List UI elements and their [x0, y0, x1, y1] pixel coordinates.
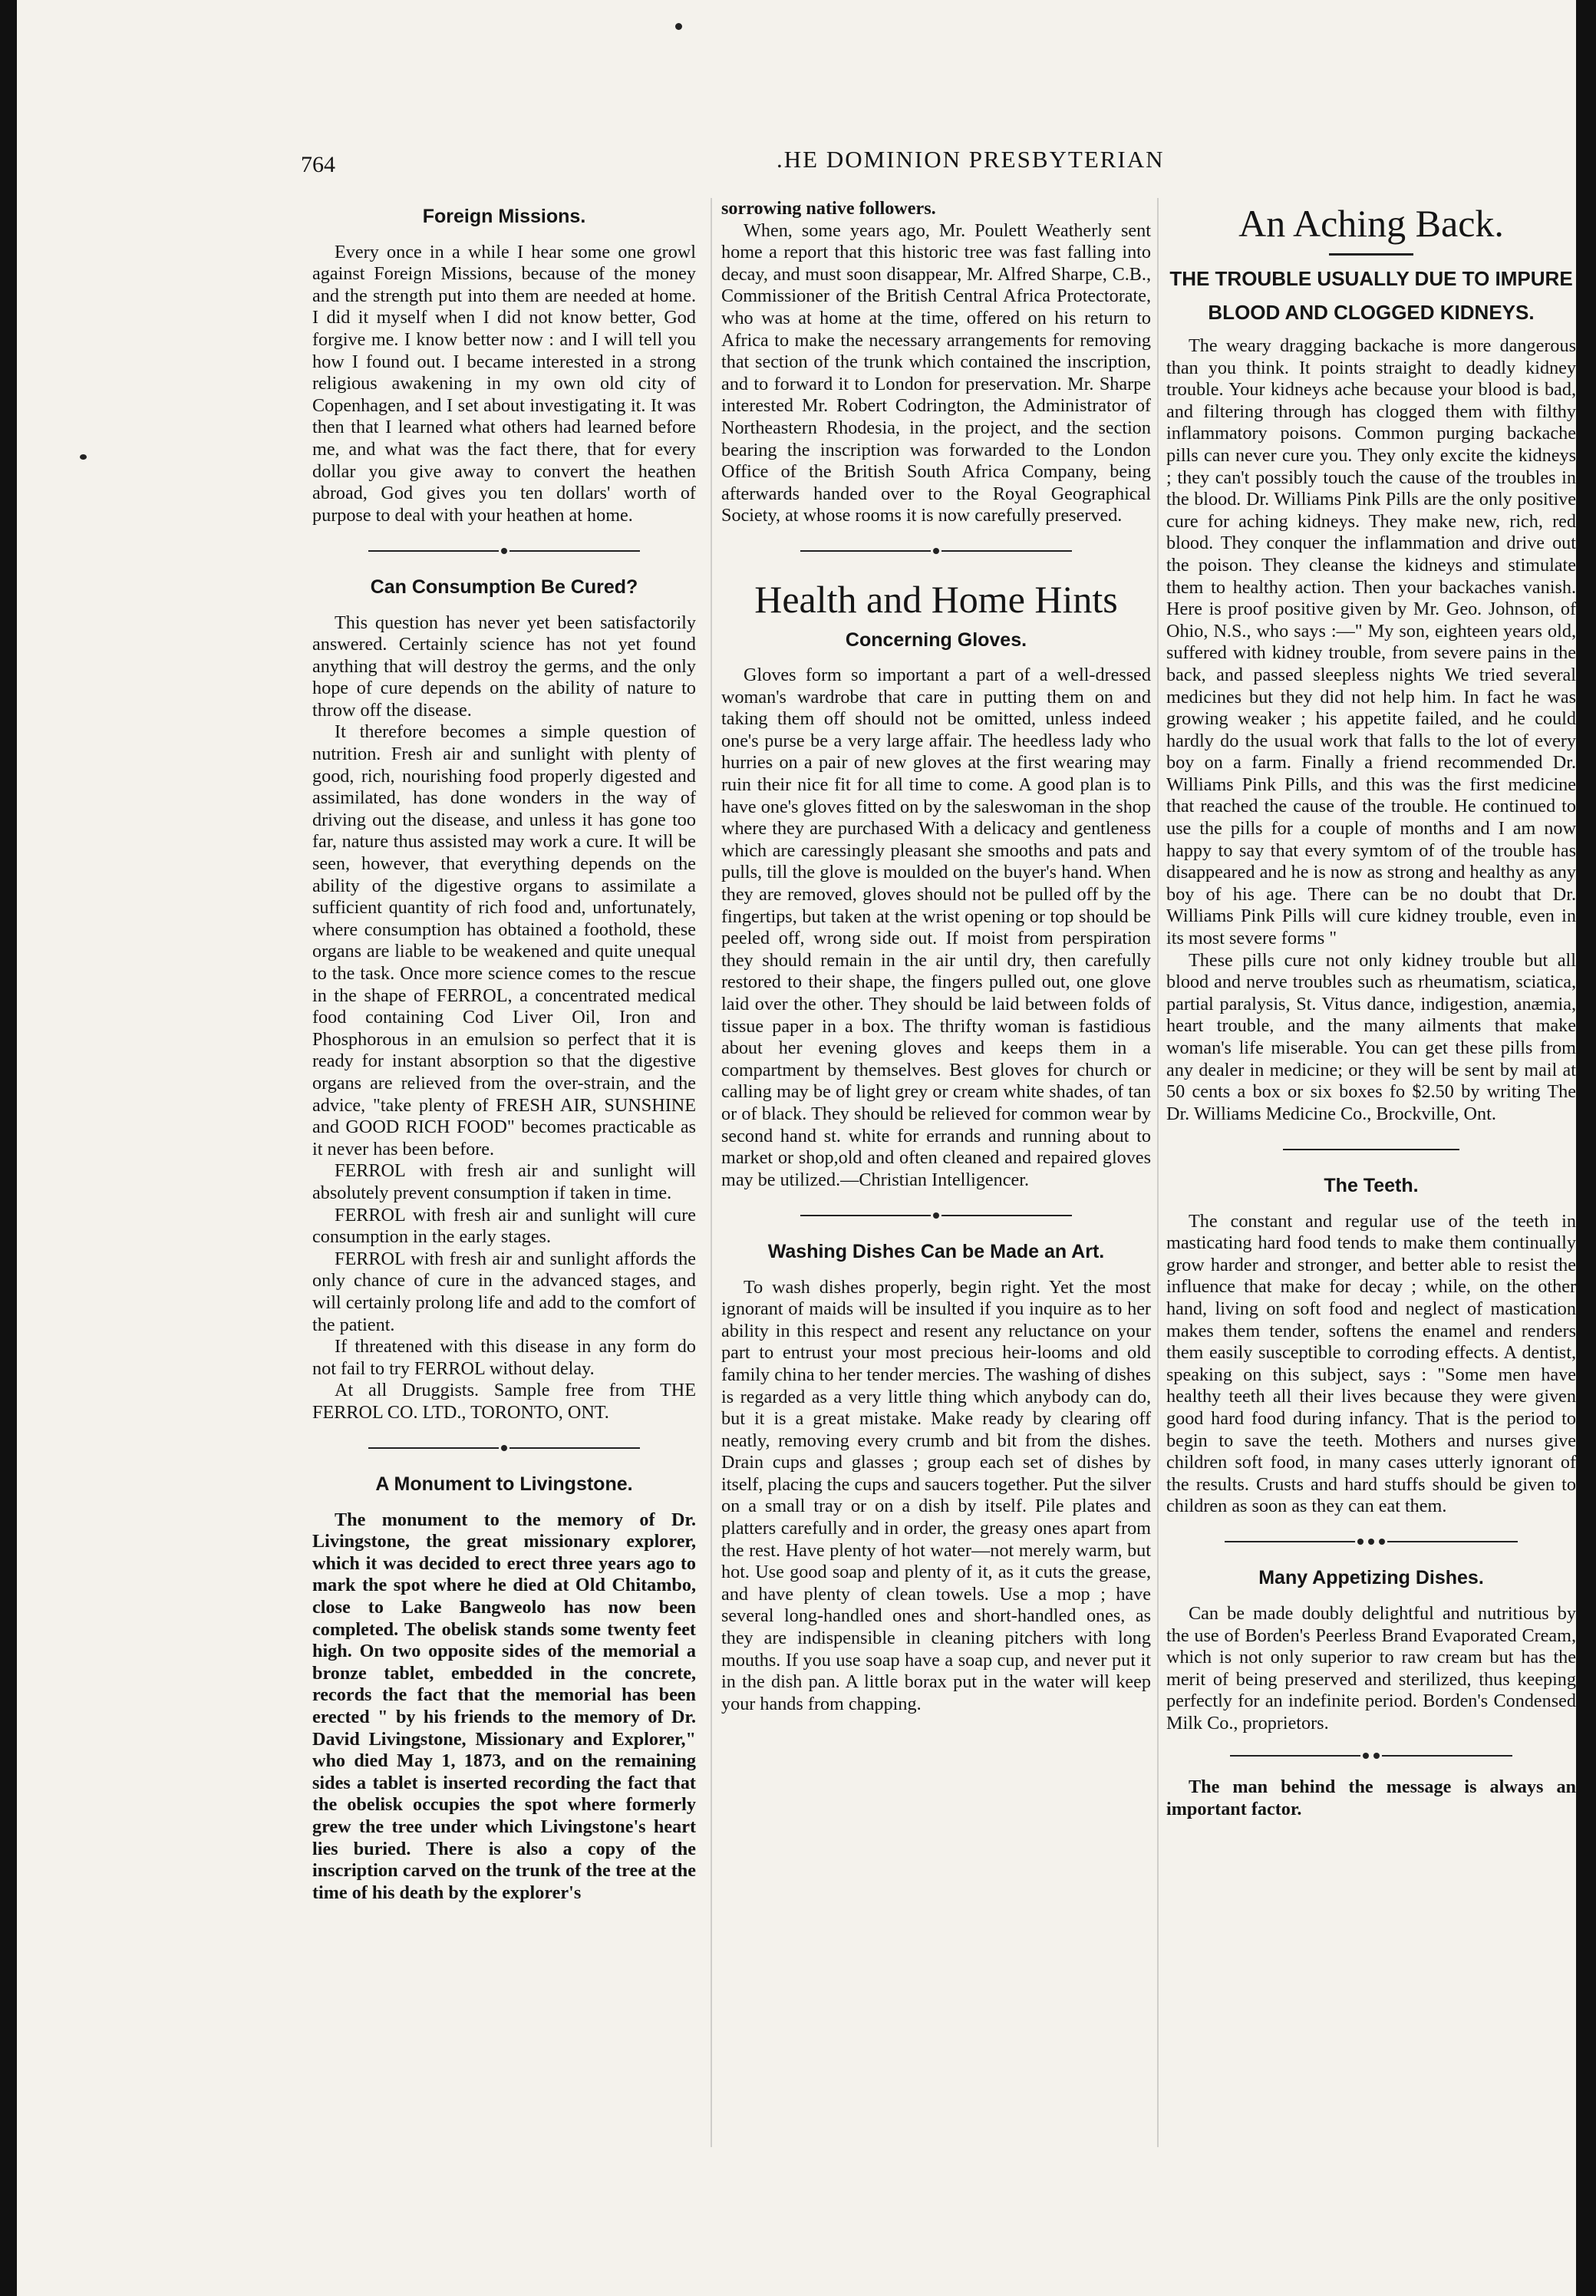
paragraph: To wash dishes properly, begin right. Yet the most ignorant of maids will be insulted if you inquire as to her ability in this respect and resent any reluctance on your part to entrust your most precious heir-looms and old family china to her tender mercies. The washing of dishes is regarded as a very little thing which anybody can do, but it is a great mistake. Make ready by clearing off neatly, removing every crumb and bit from the dishes. Drain cups and glasses ; group each set of dishes by itself, placing the cups and saucers together. Put the silver on a small tray or on a dish by itself. Pile plates and platters carefully and in order, the greasy ones apart from the rest. Have plenty of hot water—not merely warm, but hot. Use good soap and plenty of it, as it cuts the grease, and have plenty of clean towels. Use a mop ; have several long-handled ones and short-handled ones, as they are indispensible in cleaning pitchers with long mouths. If you use soap have a soap cup, and never put it in the dish pan. A little borax put in the water will keep your hands from chapping. — [721, 1276, 1151, 1714]
paragraph: When, some years ago, Mr. Poulett Weatherly sent home a report that this historic tree was fast falling into decay, and must soon disappear, Mr. Alfred Sharpe, C.B., Commissioner of the British Central Africa Protectorate, who was at home at the time, offered on his return to Africa to make the necessary arrangements for removing that section of the trunk which contained the inscription, and to forward it to London for preservation. Mr. Sharpe interested Mr. Robert Codrington, the Administrator of Northeastern Rhodesia, in the project, and the section bearing the inscription was forwarded to the London Office of the British South Africa Company, being afterwards handed over to the Royal Geographical Society, at whose rooms it is now carefully preserved. — [721, 219, 1151, 526]
paragraph: The constant and regular use of the teeth in masticating hard food tends to make them continually grow harder and stronger, and better able to resist the influence that make for decay ; while, on the other hand, living on soft food and neglect of mastication makes them tender, softens the enamel and renders them easily susceptible to corroding effects. A dentist, speaking on this subject, says : "Some men have healthy teeth all their lives because they were given good hard food during infancy. That is the period to begin to save the teeth. Mothers and nurses give children soft food, in many cases utterly ignorant of the results. Crusts and hard stuffs should be given to children as soon as they can eat them. — [1166, 1210, 1576, 1517]
paragraph: sorrowing native followers. — [721, 198, 936, 219]
headline-rule — [1329, 253, 1413, 256]
article-consumption — [312, 576, 696, 1424]
paragraph: It therefore becomes a simple question of nutrition. Fresh air and sunlight with plenty of good, rich, nourishing food properly digested and assimilated, has done wonders in the way of driving out the disease, and unless it has gone too far, nature thus assisted may work a cure. It will be seen, however, that everything depends on the ability of the digestive organs to assimilate a sufficient quantity of rich food and, unfortunately, where consumption has obtained a foothold, these organs are liable to be weakened and quite unequal to the task. Once more science comes to the rescue in the shape of FERROL, a concentrated medical food containing Cod Liver Oil, Iron and Phosphorous in an emulsion so perfect that it is ready for instant absorption so that the digestive organs are relieved from the over-strain, and the advice, "take plenty of FRESH AIR, SUNSHINE and GOOD RICH FOOD" becomes practicable as it never has been before. — [312, 721, 696, 1160]
column-2 — [721, 198, 1151, 1715]
column-1 — [312, 198, 696, 1904]
paragraph: FERROL with fresh air and sunlight will absolutely prevent consumption if taken in time. — [312, 1160, 696, 1203]
paragraph: Can be made doubly delightful and nutritious by the use of Borden's Peerless Brand Evaporated Cream, which is not only superior to raw cream but has the merit of being preserved and sterilized, thus keeping perfectly for an indefinite period. Borden's Condensed Milk Co., proprietors. — [1166, 1603, 1576, 1734]
paragraph: The man behind the message is always an important factor. — [1166, 1776, 1576, 1819]
article-subheadline: THE TROUBLE USUALLY DUE TO IMPURE BLOOD AND CLOGGED KIDNEYS. — [1169, 267, 1573, 324]
article-health-home-hints — [721, 577, 1151, 1192]
ink-speck — [80, 454, 87, 460]
section-divider — [1166, 1530, 1576, 1552]
column-rule — [711, 198, 712, 2147]
section-divider — [312, 539, 696, 561]
article-title: Can Consumption Be Cured? — [370, 576, 638, 598]
article-title: Foreign Missions. — [422, 206, 586, 227]
ink-speck — [675, 23, 682, 30]
article-title: Washing Dishes Can be Made an Art. — [767, 1240, 1105, 1262]
paragraph: Every once in a while I hear some one growl against Foreign Missions, because of the money and the strength put into them are needed at home. I did it myself when I did not know better, God forgive me. I know better now : and I will tell you how I found out. I became interested in a strong religious awakening in my own old city of Copenhagen, and I set about investigating it. It was then that I learned what others had learned before me, and what was the fact there, that for every dollar you give away to convert the heathen abroad, God gives you ten dollars' worth of purpose to deal with your heathen at home. — [312, 241, 696, 526]
article-title: Many Appetizing Dishes. — [1258, 1567, 1484, 1589]
section-divider — [1166, 1137, 1576, 1160]
section-divider — [721, 1203, 1151, 1226]
paragraph: If threatened with this disease in any form do not fail to try FERROL without delay. — [312, 1336, 696, 1379]
running-title: .HE DOMINION PRESBYTERIAN — [777, 146, 1165, 173]
paragraph: At all Druggists. Sample free from THE FERROL CO. LTD., TORONTO, ONT. — [312, 1380, 696, 1423]
article-title: Concerning Gloves. — [845, 628, 1027, 651]
article-title: A Monument to Livingstone. — [375, 1473, 633, 1496]
article-washing-dishes — [721, 1241, 1151, 1715]
paragraph: This question has never yet been satisfactorily answered. Certainly science has not yet found anything that will destroy the germs, and the only hope of cure depends on the ability of nature to throw off the disease. — [312, 612, 696, 721]
article-headline: An Aching Back. — [1238, 202, 1504, 245]
column-rule — [1157, 198, 1159, 2147]
newspaper-page — [17, 0, 1576, 2296]
section-divider — [312, 1436, 696, 1458]
article-livingstone-continued — [721, 198, 1151, 527]
section-heading: Health and Home Hints — [754, 577, 1118, 621]
section-divider — [721, 539, 1151, 562]
section-divider — [1166, 1744, 1576, 1767]
paragraph: The weary dragging backache is more dangerous than you think. It points straight to deadly kidney trouble. Your kidneys ache because your blood is bad, and filtering through has clogged them with filthy inflammatory poisons. Common purging backache pills can never cure you. They only excite the kidneys ; they can't possibly touch the cause of the troubles in the blood. Dr. Williams Pink Pills are the only positive cure for aching kidneys. They make new, rich, red blood. They conquer the inflammation and drive out the poison. They cleanse the kidneys and stimulate them to healthy action. Then your backaches vanish. Here is proof positive given by Mr. Geo. Johnson, of Ohio, N.S., who says :—" My son, eighteen years old, suffered with kidney trouble, from severe pains in the back, and passed sleepless nights We tried several medicines but they did not help him. In fact he was growing weaker ; his appetite failed, and he could hardly do the usual work that falls to the lot of every boy on a farm. Finally a friend recommended Dr. Williams Pink Pills, and this was the first medicine that reached the cause of the trouble. He continued to use the pills for a couple of months and I am now happy to say that every symtom of of the trouble has disappeared and he is now as strong and healthy as any boy of his age. There can be no doubt that Dr. Williams Pink Pills will cure kidney trouble, even in its most severe forms " — [1166, 335, 1576, 949]
paragraph: Gloves form so important a part of a well-dressed woman's wardrobe that care in putting them on and taking them off should not be omitted, unless indeed one's purse be a very large affair. The heedless lady who hurries on a pair of new gloves at the first wearing may ruin their nice fit for all time to come. A good plan is to have one's gloves fitted on by the saleswoman in the shop where they are purchased With a delicacy and gentleness which are caressingly pleasant she smooths and pats and pulls, till the glove is moulded on the buyer's hand. When they are removed, gloves should not be pulled off by the fingertips, but taken at the wrist opening or top should be peeled off, wrong side out. If moist from perspiration they should remain in the air until dry, then carefully restored to their shape, the fingers pulled out, one glove laid over the other. They should be laid between folds of tissue paper in a box. The thrifty woman is fastidious about her evening gloves and keeps them in a compartment by themselves. Best gloves for church or calling may be of light grey or cream white shades, of tan or of black. They should be relieved for common wear by second hand st. white for errands and running about to market or shop,old and often cleaned and repaired gloves may be utilized.—Christian Intelligencer. — [721, 665, 1151, 1190]
article-title: The Teeth. — [1324, 1174, 1419, 1196]
paragraph: FERROL with fresh air and sunlight affords the only chance of cure in the advanced stages, and will certainly prolong life and add to the comfort of the patient. — [312, 1248, 696, 1335]
paragraph: The monument to the memory of Dr. Livingstone, the great missionary explorer, which it was decided to erect three years ago to mark the spot where he died at Old Chitambo, close to Lake Bangweolo has now been completed. The obelisk stands some twenty feet high. On two opposite sides of the memorial a bronze tablet, embedded in the concrete, records the fact that the memorial has been erected " by his friends to the memory of Dr. David Livingstone, Missionary and Explorer," who died May 1, 1873, and on the remaining sides a tablet is inserted recording the fact that the obelisk occupies the spot where formerly grew the tree under which Livingstone's heart lies buried. There is also a copy of the inscription carved on the trunk of the tree at the time of his death by the explorer's — [312, 1509, 696, 1903]
article-livingstone — [312, 1473, 696, 1904]
paragraph: These pills cure not only kidney trouble but all blood and nerve troubles such as rheumatism, sciatica, partial paralysis, St. Vitus dance, indigestion, anæmia, heart trouble, and the many ailments that make woman's life miserable. You can get these pills from any dealer in medicine; or they will be sent by mail at 50 cents a box or six boxes fo $2.50 by writing The Dr. Williams Medicine Co., Brockville, Ont. — [1166, 949, 1576, 1124]
column-3 — [1166, 198, 1576, 1820]
article-teeth — [1166, 1175, 1576, 1518]
page-header — [17, 146, 1576, 184]
article-foreign-missions — [312, 206, 696, 526]
paragraph: FERROL with fresh air and sunlight will cure consumption in the early stages. — [312, 1204, 696, 1248]
page-number: 764 — [301, 152, 335, 177]
article-aching-back — [1166, 201, 1576, 1125]
article-appetizing-dishes — [1166, 1567, 1576, 1820]
